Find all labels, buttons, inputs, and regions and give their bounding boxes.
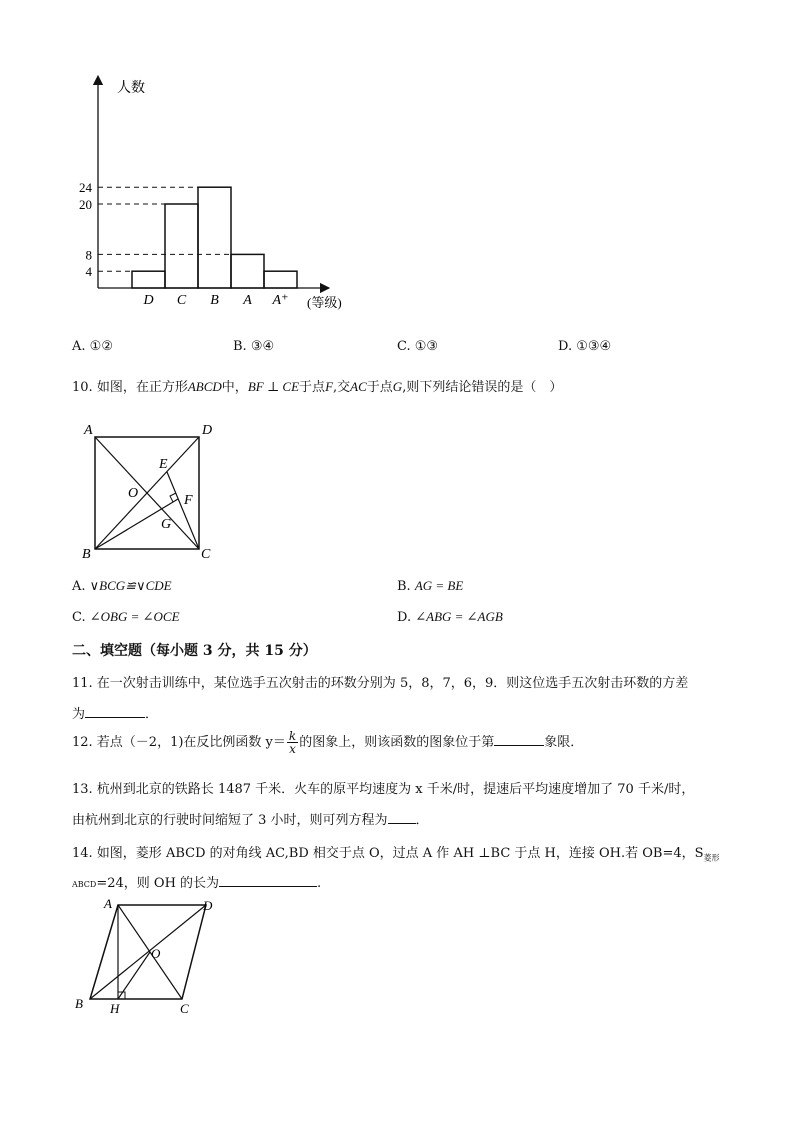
q9-option-d[interactable]: [558, 339, 611, 354]
stem-math: ABCD: [187, 379, 222, 394]
label-e: E: [159, 457, 168, 472]
stem-math: G: [392, 379, 403, 394]
option-letter: C.: [72, 610, 86, 625]
stem-math: AC: [350, 379, 367, 394]
option-letter: D.: [558, 339, 573, 354]
q14-suffix: .: [317, 876, 322, 891]
q14-answer-blank[interactable]: [219, 874, 317, 887]
q13-answer-blank[interactable]: [388, 811, 416, 824]
label-d: D: [203, 898, 213, 913]
q13-text: 由杭州到北京的行驶时间缩短了 3 小时，则可列方程为: [72, 813, 388, 828]
q14-line2: [72, 872, 321, 891]
option-text: ③④: [250, 339, 275, 354]
q14-text-2: =24，则 OH 的长为: [96, 876, 220, 891]
stem-text: 如图，在正方形: [96, 380, 188, 395]
bar-B: [198, 187, 231, 288]
x-tick-label: C: [176, 293, 187, 308]
stem-text: 中，: [221, 380, 248, 395]
q14-subscript: 菱形: [703, 853, 720, 863]
label-c: C: [201, 547, 211, 562]
label-o: O: [151, 946, 161, 961]
fraction-k-over-x: [287, 730, 298, 755]
q11-line1: 11. 在一次射击训练中，某位选手五次射击的环数分别为 5，8，7，6，9．则这位选手五次射击环数的方差: [72, 676, 689, 691]
q10-option-d[interactable]: [397, 609, 503, 625]
q12-suffix: 象限．: [544, 735, 584, 750]
y-tick-label: 8: [85, 247, 92, 263]
option-text: ①③: [414, 339, 439, 354]
q9-option-c[interactable]: [397, 339, 438, 354]
stem-text: ,则下列结论错误的是（ ）: [402, 380, 563, 395]
option-letter: B.: [397, 579, 411, 594]
option-text: ∠ABG = ∠AGB: [415, 609, 503, 624]
label-f: F: [184, 493, 193, 508]
q9-option-b[interactable]: [233, 339, 274, 354]
label-b: B: [82, 547, 91, 562]
label-a: A: [84, 423, 93, 438]
q13-line1: 13. 杭州到北京的铁路长 1487 千米．火车的原平均速度为 x 千米/时，提速后平均速度增加了 70 千米/时，: [72, 782, 695, 797]
q11-line2: [72, 703, 158, 722]
q10-option-c[interactable]: [72, 609, 180, 625]
option-text: ①③④: [576, 339, 612, 354]
q12-answer-blank[interactable]: [494, 733, 544, 746]
question-number: 10.: [72, 380, 93, 395]
option-letter: A.: [72, 339, 86, 354]
label-a: A: [104, 896, 112, 911]
bar-A⁺: [264, 271, 297, 288]
q11-answer-blank[interactable]: [85, 705, 145, 718]
q11-prefix: 为: [72, 707, 86, 722]
q10-square-figure: [78, 418, 223, 563]
y-tick-label: 24: [79, 180, 92, 196]
q12-middle: 的图象上，则该函数的图象位于第: [299, 735, 495, 750]
q10-stem: [72, 376, 562, 395]
q14-text: 14. 如图，菱形 ABCD 的对角线 AC,BD 相交于点 O，过点 A 作 AH ⊥BC 于点 H，连接 OH.若 OB=4，S: [72, 846, 704, 861]
x-tick-label: A⁺: [272, 293, 289, 308]
q10-option-a[interactable]: [72, 578, 172, 594]
option-letter: A.: [72, 579, 86, 594]
label-g: G: [161, 517, 172, 532]
x-tick-label: A: [243, 293, 252, 308]
stem-text: ,交: [333, 380, 351, 395]
q14-rhombus-figure: [70, 896, 230, 1021]
bar-A: [231, 254, 264, 288]
label-o: O: [128, 486, 139, 501]
x-tick-label: D: [143, 293, 154, 308]
q12-line: [72, 730, 583, 755]
q13-suffix: ．: [415, 813, 429, 828]
q9-option-a[interactable]: [72, 339, 113, 354]
stem-math: F: [325, 379, 334, 394]
x-tick-label: B: [210, 293, 219, 308]
label-c: C: [180, 1001, 189, 1016]
x-axis-label: (等级): [307, 295, 342, 310]
option-letter: D.: [397, 610, 412, 625]
bar-D: [132, 271, 165, 288]
section-heading: 二、填空题（每小题 3 分，共 15 分）: [72, 643, 317, 659]
q11-suffix: ．: [145, 707, 159, 722]
diagonal-bd: [90, 905, 206, 999]
label-d: D: [202, 423, 213, 438]
option-text: AG = BE: [414, 578, 464, 593]
y-axis-label: 人数: [117, 81, 145, 96]
option-letter: B.: [233, 339, 247, 354]
q14-subscript-2: ABCD: [72, 880, 97, 889]
stem-text: 于点: [366, 380, 393, 395]
segment-ce: [167, 472, 199, 549]
option-text: ∨BCG≌∨CDE: [89, 578, 172, 593]
q13-line2: [72, 809, 429, 828]
stem-text: 于点: [299, 380, 326, 395]
y-tick-label: 20: [79, 197, 92, 212]
label-b: B: [75, 996, 83, 1011]
option-letter: C.: [397, 339, 411, 354]
stem-math: BF ⊥ CE: [247, 379, 300, 394]
frac-numerator: k: [288, 729, 297, 743]
frac-denominator: x: [289, 742, 296, 756]
histogram-chart: [70, 70, 370, 320]
y-tick-label: 4: [85, 264, 92, 280]
option-text: ∠OBG = ∠OCE: [89, 609, 180, 624]
option-text: ①②: [89, 339, 113, 354]
q12-prefix: 12. 若点（－2，1)在反比例函数 y＝: [72, 735, 286, 750]
q14-line1: [72, 842, 720, 864]
label-h: H: [110, 1001, 120, 1016]
q10-option-b[interactable]: [397, 578, 463, 594]
bar-C: [165, 204, 198, 288]
